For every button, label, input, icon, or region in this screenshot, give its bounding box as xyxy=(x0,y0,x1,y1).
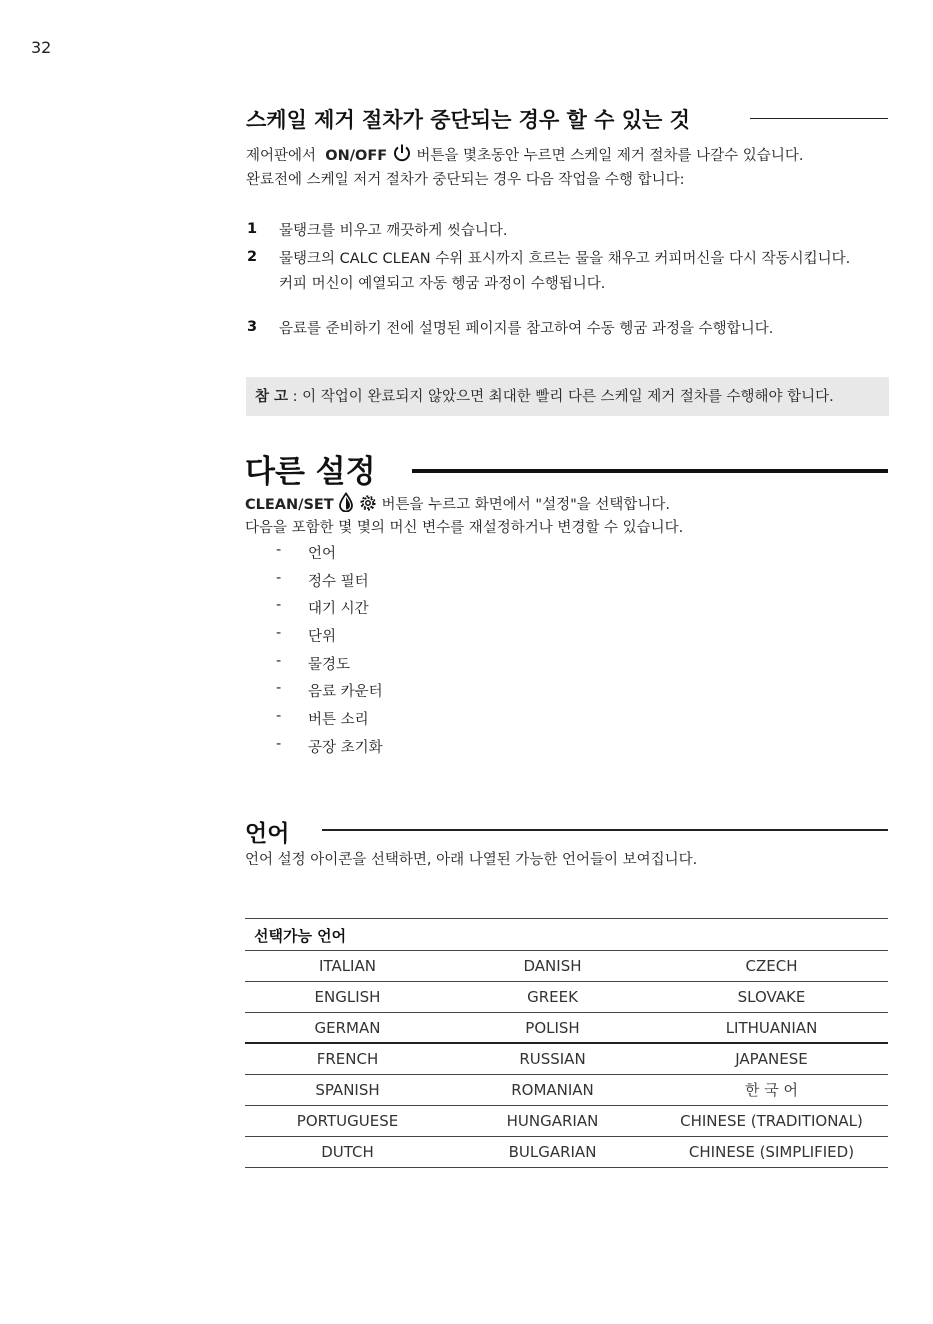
bullet-dash: - xyxy=(276,542,282,558)
note-text: : 이 작업이 완료되지 않았으면 최대한 빨리 다른 스케일 제거 절차를 수행해야 합니다. xyxy=(292,389,834,405)
bullet-dash: - xyxy=(276,625,282,642)
table-row xyxy=(245,1075,888,1106)
language-table xyxy=(245,918,888,1168)
note-label: 참 고 xyxy=(255,389,289,405)
table-cell: CHINESE (TRADITIONAL) xyxy=(680,1112,863,1130)
table-cell: GERMAN xyxy=(314,1019,381,1037)
table-cell: LITHUANIAN xyxy=(725,1019,818,1037)
list-item-label: 공장 초기화 xyxy=(308,739,383,756)
step-text: 물탱크의 CALC CLEAN 수위 표시까지 흐르는 물을 채우고 커피머신을 다시 작동시킵니다. xyxy=(279,251,851,267)
table-cell: DANISH xyxy=(523,957,582,975)
section-rule-thick xyxy=(412,469,888,473)
table-cell: DUTCH xyxy=(321,1143,374,1161)
table-cell: ROMANIAN xyxy=(511,1081,594,1099)
step-text: 커피 머신이 예열되고 자동 헹굼 과정이 수행됩니다. xyxy=(279,276,606,292)
list-item-label: 물경도 xyxy=(308,656,351,673)
bullet-dash: - xyxy=(276,569,282,586)
table-cell: PORTUGUESE xyxy=(296,1112,399,1130)
note-box xyxy=(246,377,889,416)
descale-section-title: 스케일 제거 절차가 중단되는 경우 할 수 있는 것 xyxy=(246,108,690,132)
table-row xyxy=(245,951,888,982)
list-item-label: 언어 xyxy=(308,546,337,562)
table-cell: SPANISH xyxy=(315,1081,380,1099)
bullet-dash: - xyxy=(276,708,282,725)
table-row xyxy=(245,982,888,1013)
page-number: 32 xyxy=(31,38,52,57)
list-item-label: 대기 시간 xyxy=(308,601,369,618)
clean-set-post-text: 버튼을 누르고 화면에서 "설정"을 선택합니다. xyxy=(381,497,671,513)
descale-intro-line2: 완료전에 스케일 저거 절차가 중단되는 경우 다음 작업을 수행 합니다: xyxy=(246,172,685,188)
table-cell: ENGLISH xyxy=(314,988,381,1006)
list-item-label: 버튼 소리 xyxy=(308,712,369,729)
list-item-label: 음료 카운터 xyxy=(308,684,383,701)
note-content xyxy=(255,385,834,406)
clean-set-button-label: CLEAN/SET xyxy=(245,497,334,513)
step-text: 물탱크를 비우고 깨끗하게 씻습니다. xyxy=(279,223,508,239)
list-item-label: 정수 필터 xyxy=(308,573,369,590)
table-row xyxy=(245,1137,888,1168)
step-number: 1 xyxy=(247,221,258,237)
table-row xyxy=(245,1044,888,1075)
bullet-dash: - xyxy=(276,652,282,669)
table-cell: POLISH xyxy=(525,1019,580,1037)
bullet-dash: - xyxy=(276,597,282,614)
table-cell: FRENCH xyxy=(316,1050,379,1068)
table-cell: CHINESE (SIMPLIFIED) xyxy=(688,1143,855,1161)
table-row xyxy=(245,1013,888,1044)
language-description: 언어 설정 아이콘을 선택하면, 아래 나열된 가능한 언어들이 보여집니다. xyxy=(245,852,698,868)
bullet-dash: - xyxy=(276,735,282,752)
table-cell: RUSSIAN xyxy=(519,1050,586,1068)
table-row xyxy=(245,1106,888,1137)
step-number: 3 xyxy=(247,319,258,335)
step-text: 음료를 준비하기 전에 설명된 페이지를 참고하여 수동 헹굼 과정을 수행합니다. xyxy=(279,321,774,337)
section-rule xyxy=(322,829,888,831)
power-icon xyxy=(392,143,412,171)
language-section-title: 언어 xyxy=(245,821,290,847)
table-cell: 한 국 어 xyxy=(744,1081,798,1099)
table-cell: SLOVAKE xyxy=(737,988,806,1006)
table-header-label: 선택가능 언어 xyxy=(254,927,347,945)
intro-pre-text: 제어판에서 xyxy=(246,148,317,164)
table-header xyxy=(245,918,888,951)
bullet-dash: - xyxy=(276,680,282,697)
table-cell: JAPANESE xyxy=(735,1050,808,1068)
step-number: 2 xyxy=(247,249,258,265)
list-item-label: 단위 xyxy=(308,629,337,646)
descale-intro-line1 xyxy=(246,143,803,171)
on-off-button-label: ON/OFF xyxy=(325,148,388,164)
table-cell: BULGARIAN xyxy=(508,1143,597,1161)
table-cell: CZECH xyxy=(745,957,798,975)
other-settings-title: 다른 설정 xyxy=(245,454,376,490)
table-cell: HUNGARIAN xyxy=(506,1112,599,1130)
intro-post-text: 버튼을 몇초동안 누르면 스케일 제거 절차를 나갈수 있습니다. xyxy=(416,148,804,164)
table-cell: GREEK xyxy=(527,988,578,1006)
section-rule xyxy=(750,118,888,119)
table-cell: ITALIAN xyxy=(319,957,376,975)
other-settings-line2: 다음을 포함한 몇 몇의 머신 변수를 재설정하거나 변경할 수 있습니다. xyxy=(245,520,684,536)
